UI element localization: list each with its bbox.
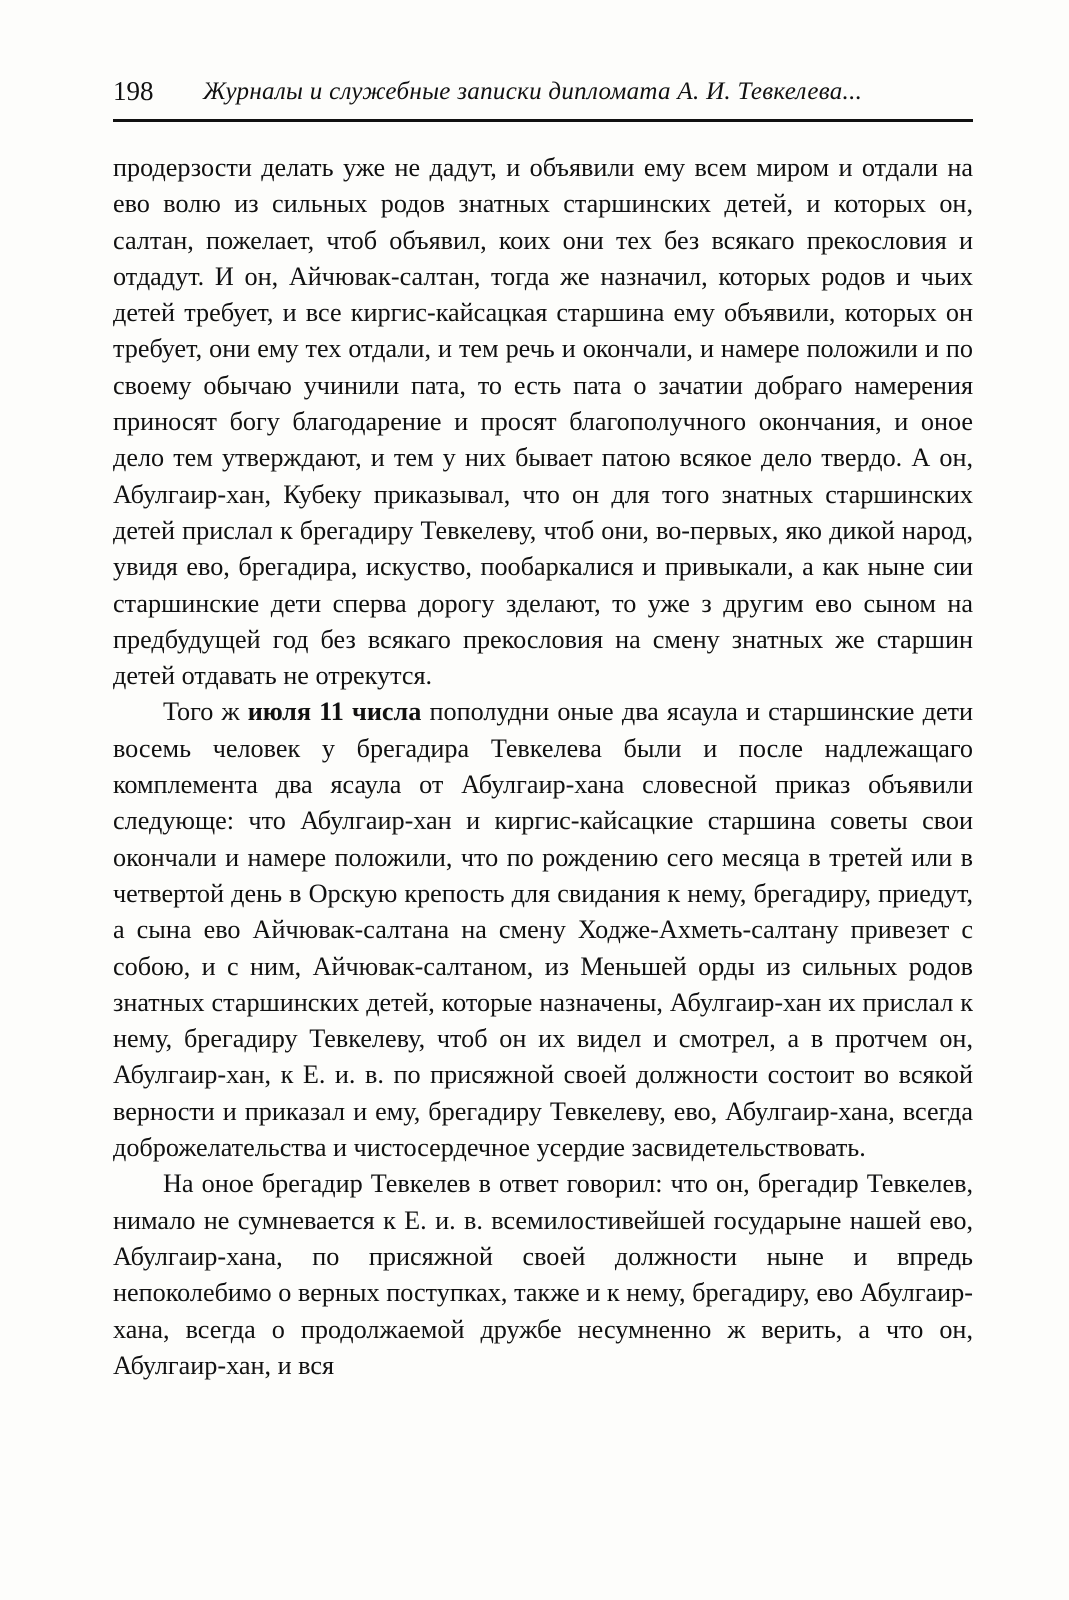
paragraph-continued: продерзости делать уже не дадут, и объявили ему всем миром и отдали на ево волю из сильных родов знатных старшинских детей, и которых он, салтан, пожелает, чтоб объявил, коих они тех без всякаго прекословия и отдадут. И он, Айчювак-салтан, тогда же назначил, которых родов и чьих детей требует, и все киргис-кайсацкая старшина ему объявили, которых он требует, они ему тех отдали, и тем речь и окончали, и намере положили и по своему обычаю учинили пата, то есть пата о зачатии добраго намерения приносят богу благодарение и просят благополучного окончания, и оное дело тем утверждают, и тем у них бывает патою всякое дело твердо. А он, Абулгаир-хан, Кубеку приказывал, что он для того знатных старшинских детей прислал к брегадиру Тевкелеву, чтоб они, во-первых, яко дикой народ, увидя ево, брегадира, искуство, пообаркалися и привыкали, а как ныне сии старшинские дети сперва дорогу зделают, то уже з другим ево сыном на предбудущей год без всякаго прекословия на смену знатных же старшин детей отдавать не отрекутся. xyxy=(113,153,973,691)
page-number: 198 xyxy=(113,76,154,106)
running-head xyxy=(113,68,973,112)
body-text xyxy=(113,150,973,1384)
paragraph-july-11 xyxy=(113,694,973,1166)
running-title: Журналы и служебные записки дипломата А. И. Тевкелева... xyxy=(203,78,863,105)
paragraph-text-after: пополудни оные два ясаула и старшинские дети восемь человек у брегадира Тевкелева были и после надлежащаго комплемента два ясаула от Абулгаир-хана словесной приказ объявили следующе: что Абулгаир-хан и киргис-кайсацкие старшина советы свои окончали и намере положили, что по рождению сего месяца в третей или в четвертой день в Орскую крепость для свидания к нему, брегадиру, приедут, а сына ево Айчювак-салтана на смену Ходже-Ахметь-салтану привезет с собою, и с ним, Айчювак-салтаном, из Меньшей орды из сильных родов знатных старшинских детей, которые назначены, Абулгаир-хан их прислал к нему, брегадиру Тевкелеву, чтоб он их видел и смотрел, а в протчем он, Абулгаир-хан, к Е. и. в. по присяжной своей должности состоит во всякой верности и приказал и ему, брегадиру Тевкелеву, ево, Абулгаир-хана, всегда доброжелательства и чистосердечное усердие засвидетельствовать. xyxy=(113,697,973,1163)
header-rule xyxy=(113,119,973,122)
paragraph-reply: На оное брегадир Тевкелев в ответ говорил: что он, брегадир Тевкелев, нимало не сумневается к Е. и. в. всемилостивейшей государыне нашей ево, Абулгаир-хана, по присяжной своей должности ныне и впредь непоколебимо о верных поступках, также и к нему, брегадиру, ево Абулгаир-хана, всегда о продолжаемой дружбе несумненно ж верить, а что он, Абулгаир-хан, и вся xyxy=(113,1169,973,1380)
date-bold: июля 11 числа xyxy=(247,697,422,727)
paragraph-text-before: Того ж xyxy=(163,697,248,727)
